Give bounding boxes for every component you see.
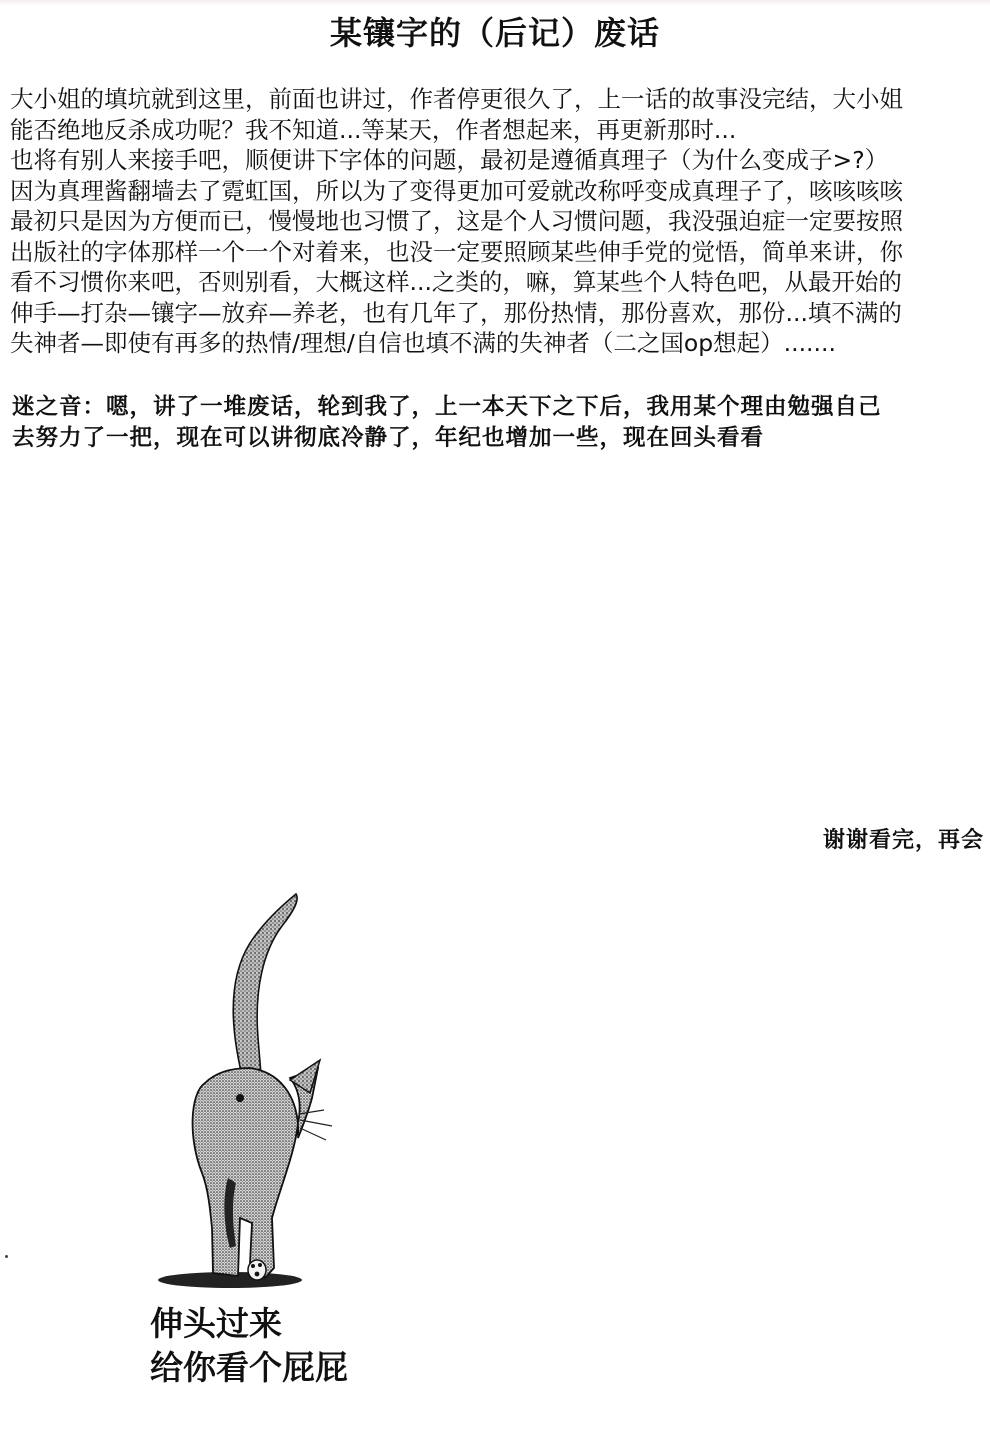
- page-title: 某镶字的（后记）废话: [329, 14, 660, 52]
- cat-paw-toe: [251, 1264, 255, 1268]
- comment-line: 迷之音：嗯，讲了一堆废话，轮到我了，上一本天下之下后，我用某个理由勉强自己: [12, 394, 882, 420]
- body-line: 最初只是因为方便而已，慢慢地也习惯了，这是个人习惯问题，我没强迫症一定要按照: [10, 207, 903, 235]
- cat-caption: [150, 1302, 348, 1390]
- cat-paw: [248, 1260, 266, 1280]
- body-line: 出版社的字体那样一个一个对着来，也没一定要照顾某些伸手党的觉悟，简单来讲，你: [10, 237, 903, 266]
- cat-body: [193, 1068, 318, 1278]
- body-line: 伸手—打杂—镶字—放弃—养老，也有几年了，那份热情，那份喜欢，那份...填不满的: [10, 298, 902, 327]
- top-edge-shade: [0, 0, 990, 6]
- cat-paw-toe: [258, 1263, 262, 1267]
- caption-line: 伸头过来: [150, 1304, 282, 1343]
- cat-ear: [290, 1060, 320, 1093]
- body-paragraph: [10, 84, 985, 359]
- cat-tail: [233, 894, 297, 1093]
- body-line: 能否绝地反杀成功呢？我不知道...等某天，作者想起来，再更新那时...: [10, 115, 737, 144]
- body-line: 因为真理酱翻墙去了霓虹国，所以为了变得更加可爱就改称呼变成真理子了，咳咳咳咳: [10, 176, 903, 205]
- caption-line: 给你看个屁屁: [150, 1348, 348, 1387]
- stray-ink-dot: [5, 1255, 8, 1258]
- body-line: 失神者—即使有再多的热情/理想/自信也填不满的失神者（二之国op想起）.......: [10, 329, 836, 357]
- comment-line: 去努力了一把，现在可以讲彻底冷静了，年纪也增加一些，现在回头看看: [12, 425, 765, 451]
- cat-bottom-mark: [236, 1094, 244, 1102]
- body-line: 看不习惯你来吧，否则别看，大概这样...之类的，嘛，算某些个人特色吧，从最开始的: [10, 268, 902, 296]
- mystery-voice-comment: [12, 392, 987, 454]
- cat-paw-toe: [255, 1272, 260, 1277]
- cat-from-behind-icon: [150, 888, 350, 1293]
- body-line: 大小姐的填坑就到这里，前面也讲过，作者停更很久了，上一话的故事没完结，大小姐: [10, 85, 903, 113]
- body-line: 也将有别人来接手吧，顺便讲下字体的问题，最初是遵循真理子（为什么变成子>?）: [10, 146, 889, 174]
- thanks-note: 谢谢看完，再会: [822, 828, 984, 853]
